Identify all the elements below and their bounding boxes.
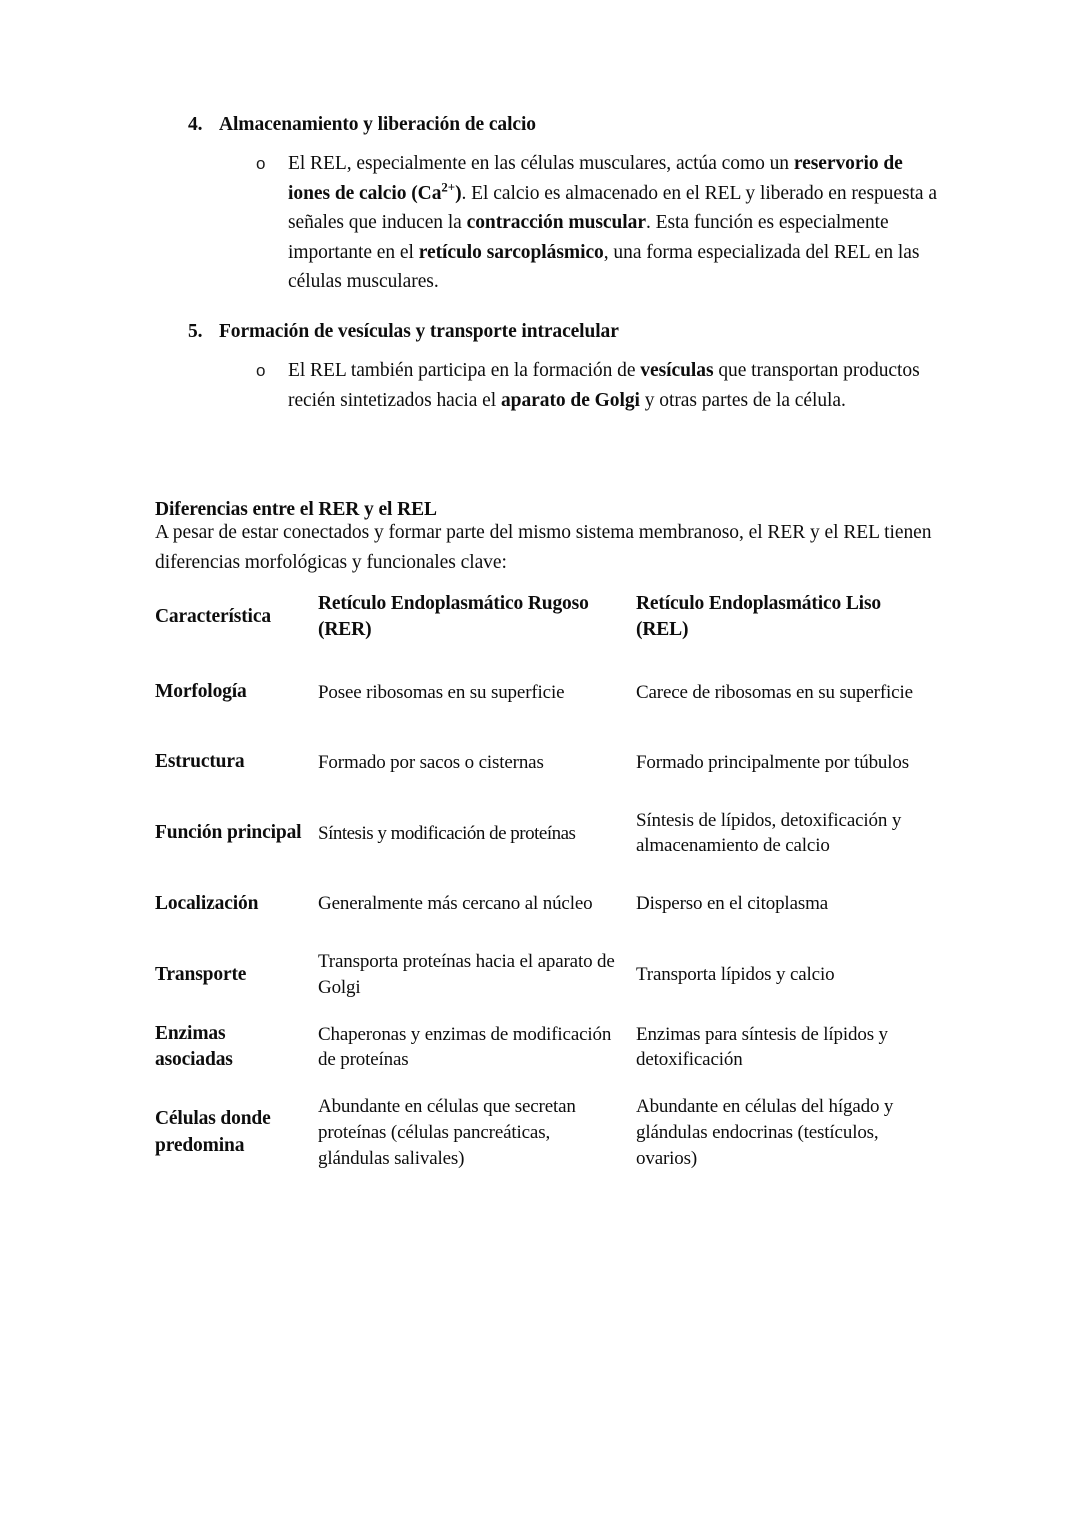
cell-rer: Abundante en células que secretan proteínas (células pancreáticas, glándulas salivales) — [318, 1095, 576, 1169]
cell-rel: Síntesis de lípidos, detoxificación y almacenamiento de calcio — [636, 809, 902, 857]
numbered-item-heading — [155, 319, 945, 346]
row-header-feature: Estructura — [155, 751, 245, 773]
numbered-item-heading-text: Formación de vesículas y transporte intracelular — [219, 321, 619, 343]
cell-rer: Formado por sacos o cisternas — [318, 751, 544, 773]
list-item — [155, 112, 945, 297]
column-header-feature: Característica — [155, 606, 271, 628]
cell-rer: Síntesis y modificación de proteínas — [318, 822, 576, 844]
list-number-marker: 4. — [188, 114, 203, 135]
table-row — [153, 1084, 945, 1181]
table-header-row — [153, 583, 945, 658]
row-header-feature: Enzimas asociadas — [155, 1022, 233, 1071]
sub-list-item — [155, 149, 945, 297]
sub-bullet-list — [155, 356, 945, 415]
table-row — [153, 1011, 945, 1084]
row-header-feature: Células donde predomina — [155, 1108, 271, 1156]
row-header-feature: Localización — [155, 893, 259, 915]
intro-paragraph: A pesar de estar conectados y formar parte del mismo sistema membranoso, el RER y el REL tienen diferencias morfológicas y funcionales clave: — [155, 522, 932, 574]
numbered-item-heading-text: Almacenamiento y liberación de calcio — [219, 114, 536, 135]
column-header-rer: Retículo Endoplasmático Rugoso (RER) — [318, 593, 589, 641]
cell-rer: Generalmente más cercano al núcleo — [318, 893, 593, 915]
table-header — [153, 583, 945, 658]
row-header-feature: Transporte — [155, 963, 247, 985]
cell-rel: Enzimas para síntesis de lípidos y detoxificación — [636, 1023, 888, 1071]
circle-bullet-icon: o — [256, 153, 266, 173]
cell-rel: Transporta lípidos y calcio — [636, 964, 835, 986]
table-body — [153, 658, 945, 1182]
numbered-item-heading — [155, 112, 945, 139]
row-header-feature: Función principal — [155, 822, 302, 844]
sub-bullet-list — [155, 149, 945, 297]
table-row — [153, 869, 945, 939]
cell-rel: Carece de ribosomas en su superficie — [636, 681, 913, 703]
list-item — [155, 319, 945, 415]
cell-rer: Transporta proteínas hacia el aparato de Golgi — [318, 951, 615, 999]
cell-rer: Posee ribosomas en su superficie — [318, 681, 565, 703]
sub-list-item-text: El REL, especialmente en las células musculares, actúa como un reservorio de iones de calcio $(Ca^{2+})$. El calcio es almacenado en el REL y liberado en respuesta a señales que inducen la contracción muscular. Esta función es especialmente importante en el retículo sarcoplásmico, una forma especializada del REL en las células musculares. — [288, 152, 937, 293]
section-heading: Diferencias entre el RER y el REL — [155, 499, 437, 521]
numbered-list — [155, 112, 945, 421]
cell-rel: Formado principalmente por túbulos — [636, 751, 909, 773]
column-header-rel: Retículo Endoplasmático Liso (REL) — [636, 593, 881, 641]
table-row — [153, 939, 945, 1011]
sub-list-item-text: El REL también participa en la formación de vesículas que transportan productos recién sintetizados hacia el aparato de Golgi y otras partes de la célula. — [288, 359, 920, 411]
cell-rel: Disperso en el citoplasma — [636, 893, 829, 915]
circle-bullet-icon: o — [256, 360, 266, 380]
list-number-marker: 5. — [188, 321, 203, 343]
table-row — [153, 658, 945, 728]
table-row — [153, 728, 945, 798]
row-header-feature: Morfología — [155, 681, 247, 703]
cell-rer: Chaperonas y enzimas de modificación de proteínas — [318, 1023, 612, 1071]
table-row — [153, 798, 945, 870]
comparison-table — [153, 583, 945, 1181]
sub-list-item — [155, 356, 945, 415]
cell-rel: Abundante en células del hígado y glándulas endocrinas (testículos, ovarios) — [636, 1095, 894, 1169]
